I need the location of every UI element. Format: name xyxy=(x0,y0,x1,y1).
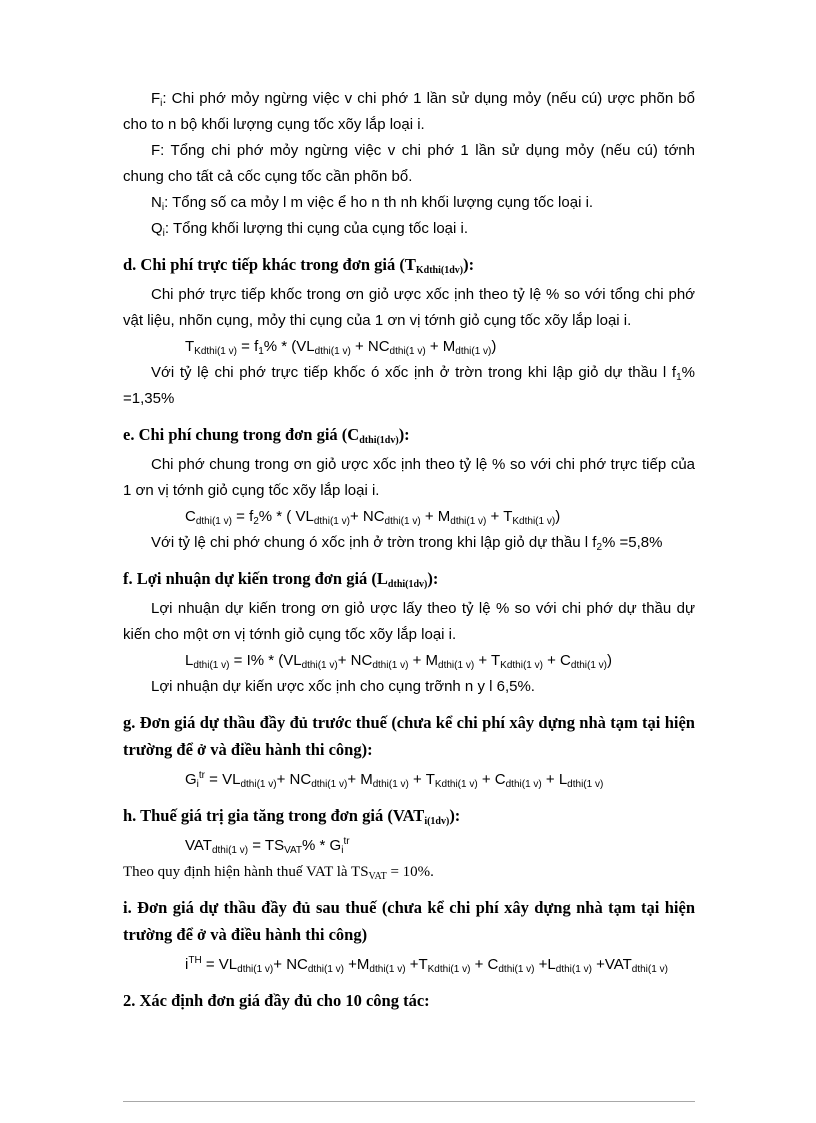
text-run: Chi phớ trực tiếp khốc trong ơn giỏ ược xốc ịnh theo tỷ lệ % so với tổng chi phớ vật liệu, nhõn cụng, mỏy thi cụng của 1 ơn vị tớnh giỏ cụng tốc xõy lắp loại i. xyxy=(123,286,695,329)
text-run: h. Thuế giá trị gia tăng trong đơn giá (VAT xyxy=(123,806,425,825)
subscript: i xyxy=(162,228,165,239)
section-heading xyxy=(123,894,695,948)
subscript: dthi(1 v) xyxy=(455,346,492,357)
text-run: = f xyxy=(231,508,254,525)
text-run: +M xyxy=(343,956,370,973)
text-run: = f xyxy=(236,338,259,355)
formula-line xyxy=(185,767,695,793)
subscript: 2 xyxy=(596,542,603,553)
paragraph xyxy=(123,360,695,412)
text-run: g. Đơn giá dự thầu đầy đủ trước thuế (chưa kể chi phí xây dựng nhà tạm tại hiện trường để ở và điều hành thi công): xyxy=(123,713,695,759)
text-run: = VL xyxy=(205,771,241,788)
text-run: ) xyxy=(491,338,497,355)
text-run: +L xyxy=(534,956,556,973)
text-run: + M xyxy=(347,771,373,788)
text-run: Theo quy định hiện hành thuế VAT là TS xyxy=(123,864,369,880)
subscript: dthi(1 v) xyxy=(384,516,421,527)
text-run: Với tỷ lệ chi phớ trực tiếp khốc ó xốc ịnh ở trờn trong khi lập giỏ dự thầu l f xyxy=(151,364,677,381)
text-run: L xyxy=(185,652,194,669)
paragraph xyxy=(123,282,695,334)
text-run: = VL xyxy=(201,956,238,973)
text-run: F: Tổng chi phớ mỏy ngừng việc v chi phớ 1 lần sử dụng mỏy (nếu cú) tớnh chung cho tất cả cốc cụng tốc cần phõn bổ. xyxy=(123,142,695,185)
formula-line xyxy=(185,952,695,978)
subscript: dthi(1 v) xyxy=(314,346,351,357)
section-heading xyxy=(123,421,695,448)
text-run: : Chi phớ mỏy ngừng việc v chi phớ 1 lần sử dụng mỏy (nếu cú) ược phõn bổ cho to n bộ khối lượng cụng tốc xõy lắp loại i. xyxy=(123,90,695,133)
text-run: % * (VL xyxy=(263,338,315,355)
text-run: +VAT xyxy=(591,956,632,973)
subscript: dthi(1 v) xyxy=(240,779,277,790)
formula-line xyxy=(185,833,695,859)
text-run: Q xyxy=(151,220,163,237)
subscript: Kdthi(1 v) xyxy=(427,964,471,975)
text-run: ) xyxy=(607,652,613,669)
subscript: dthi(1 v) xyxy=(369,964,406,975)
text-run: i. Đơn giá dự thầu đầy đủ sau thuế (chưa kể chi phí xây dựng nhà tạm tại hiện trường để ở và điều hành thi công) xyxy=(123,898,695,944)
text-run: % * G xyxy=(302,837,342,854)
subscript: dthi(1 v) xyxy=(307,964,344,975)
text-run: VAT xyxy=(185,837,212,854)
subscript: dthi(1 v) xyxy=(311,779,348,790)
text-run: ): xyxy=(463,255,475,274)
subscript: dthi(1 v) xyxy=(372,779,409,790)
text-run: + NC xyxy=(349,508,385,525)
text-run: % =5,8% xyxy=(602,534,663,551)
paragraph xyxy=(123,452,695,504)
section-heading xyxy=(123,251,695,278)
formula-line xyxy=(185,334,695,360)
subscript: dthi(1 v) xyxy=(555,964,592,975)
text-run: + C xyxy=(477,771,506,788)
paragraph xyxy=(123,216,695,242)
subscript: dthi(1 v) xyxy=(631,964,668,975)
text-run: + NC xyxy=(276,771,312,788)
text-run: + L xyxy=(541,771,568,788)
text-run: T xyxy=(185,338,195,355)
paragraph xyxy=(123,86,695,138)
text-run: + T xyxy=(486,508,513,525)
text-run: = TS xyxy=(248,837,285,854)
subscript: dthi(1 v) xyxy=(567,779,604,790)
text-run: Lợi nhuận dự kiến trong ơn giỏ ược lấy theo tỷ lệ % so với chi phớ dự thầu dự kiến cho một ơn vị tớnh giỏ cụng tốc xõy lắp loại i. xyxy=(123,600,695,643)
subscript: dthi(1dv) xyxy=(387,579,428,590)
text-run: + T xyxy=(474,652,501,669)
text-run: ): xyxy=(449,806,461,825)
text-run: % * ( VL xyxy=(258,508,314,525)
text-run: Lợi nhuận dự kiến ược xốc ịnh cho cụng trỡnh n y l 6,5%. xyxy=(151,678,535,695)
section-heading xyxy=(123,565,695,592)
paragraph xyxy=(123,530,695,556)
formula-line xyxy=(185,504,695,530)
section-heading xyxy=(123,709,695,763)
subscript: VAT xyxy=(284,845,303,856)
text-run: f. Lợi nhuận dự kiến trong đơn giá (L xyxy=(123,569,388,588)
subscript: dthi(1 v) xyxy=(211,845,249,856)
text-run: + NC xyxy=(350,338,390,355)
paragraph xyxy=(123,190,695,216)
document-body xyxy=(123,86,695,1018)
subscript: dthi(1 v) xyxy=(570,660,608,671)
subscript: Kdthi(1 v) xyxy=(512,516,556,527)
subscript: VAT xyxy=(368,871,387,882)
text-run: % =1,35% xyxy=(123,364,695,407)
paragraph xyxy=(123,674,695,700)
text-run: +T xyxy=(405,956,428,973)
text-run: ): xyxy=(398,425,410,444)
subscript: dthi(1 v) xyxy=(498,964,535,975)
footer-separator-line xyxy=(123,1101,695,1102)
text-run: F xyxy=(151,90,161,107)
text-run: C xyxy=(185,508,196,525)
text-run: + C xyxy=(470,956,499,973)
text-run: + NC xyxy=(273,956,308,973)
text-run: + NC xyxy=(337,652,373,669)
paragraph xyxy=(123,596,695,648)
subscript: dthi(1 v) xyxy=(193,660,230,671)
paragraph xyxy=(123,138,695,190)
text-run: = I% * (VL xyxy=(229,652,302,669)
subscript: dthi(1 v) xyxy=(505,779,542,790)
superscript: TH xyxy=(188,955,202,966)
subscript: dthi(1 v) xyxy=(301,660,338,671)
subscript: i xyxy=(161,202,165,213)
text-run: : Tổng số ca mỏy l m việc ể ho n th nh khối lượng cụng tốc loại i. xyxy=(164,194,594,211)
text-run: G xyxy=(185,771,197,788)
section-heading xyxy=(123,987,695,1014)
subscript: Kdthi(1 v) xyxy=(434,779,478,790)
subscript: dthi(1 v) xyxy=(237,964,274,975)
subscript: Kdthi(1dv) xyxy=(415,265,464,276)
text-run: N xyxy=(151,194,162,211)
text-run: e. Chi phí chung trong đơn giá (C xyxy=(123,425,360,444)
text-run: ): xyxy=(427,569,439,588)
text-run: d. Chi phí trực tiếp khác trong đơn giá (T xyxy=(123,255,416,274)
subscript: 1 xyxy=(258,346,264,357)
section-heading xyxy=(123,802,695,829)
subscript: dthi(1dv) xyxy=(359,435,399,446)
subscript: dthi(1 v) xyxy=(450,516,487,527)
subscript: 2 xyxy=(253,516,259,527)
text-run: Với tỷ lệ chi phớ chung ó xốc ịnh ở trờn trong khi lập giỏ dự thầu l f xyxy=(151,534,597,551)
text-run: ) xyxy=(555,508,561,525)
subscript: dthi(1 v) xyxy=(313,516,350,527)
text-run: = 10%. xyxy=(386,864,434,880)
superscript: tr xyxy=(343,836,350,847)
text-run: + M xyxy=(425,338,456,355)
text-run: Chi phớ chung trong ơn giỏ ược xốc ịnh theo tỷ lệ % so với chi phớ trực tiếp của 1 ơn vị tớnh giỏ cụng tốc xõy lắp loại i. xyxy=(123,456,695,499)
subscript: dthi(1 v) xyxy=(389,346,426,357)
subscript: i(1dv) xyxy=(424,816,450,827)
text-run: + M xyxy=(408,652,439,669)
subscript: dthi(1 v) xyxy=(438,660,475,671)
superscript: tr xyxy=(198,770,206,781)
subscript: i xyxy=(341,845,344,856)
subscript: Kdthi(1 v) xyxy=(500,660,543,671)
text-run: + C xyxy=(542,652,571,669)
subscript: i xyxy=(160,98,163,109)
text-run: + T xyxy=(408,771,435,788)
text-run: i xyxy=(185,956,189,973)
text-run: : Tổng khối lượng thi cụng của cụng tốc loại i. xyxy=(164,220,469,237)
note-paragraph xyxy=(123,859,695,885)
formula-line xyxy=(185,648,695,674)
subscript: i xyxy=(196,779,199,790)
subscript: dthi(1 v) xyxy=(372,660,409,671)
subscript: 1 xyxy=(676,372,682,383)
text-run: + M xyxy=(420,508,451,525)
subscript: dthi(1 v) xyxy=(195,516,232,527)
text-run: 2. Xác định đơn giá đầy đủ cho 10 công tác: xyxy=(123,991,430,1010)
subscript: Kdthi(1 v) xyxy=(194,346,237,357)
